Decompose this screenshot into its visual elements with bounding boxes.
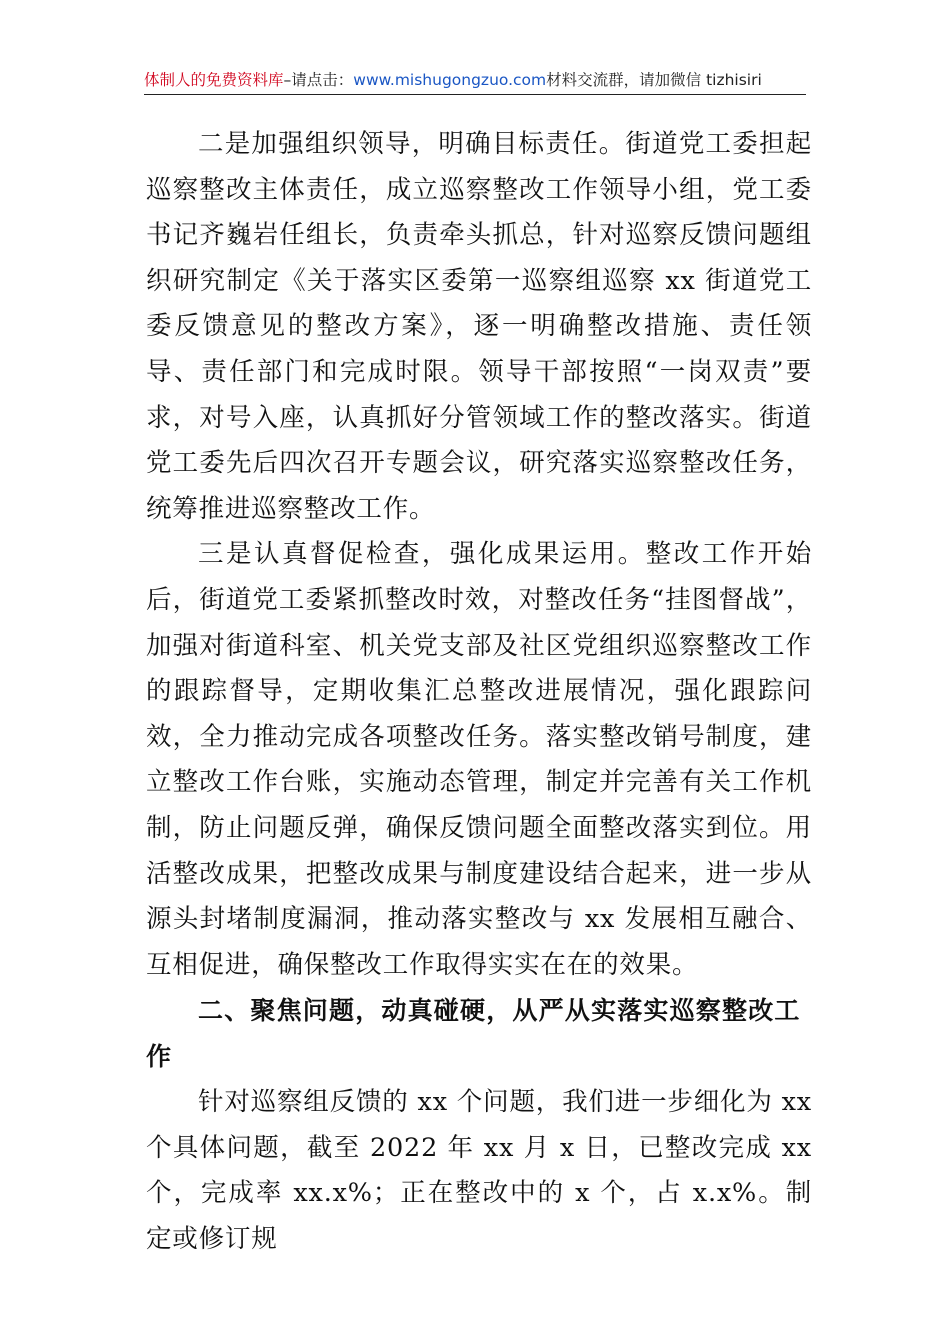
header-prompt: –请点击：	[283, 71, 354, 89]
paragraph-organization-leadership: 二是加强组织领导，明确目标责任。街道党工委担起巡察整改主体责任，成立巡察整改工作领导小组，党工委书记齐巍岩任组长，负责牵头抓总，针对巡察反馈问题组织研究制定《关于落实区委第一巡察组巡察 xx 街道党工委反馈意见的整改方案》，逐一明确整改措施、责任领导、责任部门和完成时限。领导干部按照“一岗双责”要求，对号入座，认真抓好分管领域工作的整改落实。街道党工委先后四次召开专题会议，研究落实巡察整改任务，统筹推进巡察整改工作。	[146, 129, 812, 524]
section-heading: 二、聚焦问题，动真碰硬，从严从实落实巡察整改工作	[146, 996, 801, 1072]
paragraph-supervision-inspection: 三是认真督促检查，强化成果运用。整改工作开始后，街道党工委紧抓整改时效，对整改任务“挂图督战”，加强对街道科室、机关党支部及社区党组织巡察整改工作的跟踪督导，定期收集汇总整改进展情况，强化跟踪问效，全力推动完成各项整改任务。落实整改销号制度，建立整改工作台账，实施动态管理，制定并完善有关工作机制，防止问题反弹，确保反馈问题全面整改落实到位。用活整改成果，把整改成果与制度建设结合起来，进一步从源头封堵制度漏洞，推动落实整改与 xx 发展相互融合、互相促进，确保整改工作取得实实在在的效果。	[146, 539, 812, 980]
header-link[interactable]: www.mishugongzuo.com	[353, 71, 547, 89]
page-header	[144, 66, 806, 95]
header-brand: 体制人的免费资料库	[144, 71, 284, 89]
document-body	[146, 122, 812, 1263]
header-contact-note: 材料交流群，请加微信 tizhisiri	[546, 71, 762, 89]
paragraph-issue-statistics: 针对巡察组反馈的 xx 个问题，我们进一步细化为 xx 个具体问题，截至 2022 年 xx 月 x 日，已整改完成 xx 个，完成率 xx.x%；正在整改中的 x 个，占 x.x%。制定或修订规	[146, 1087, 812, 1255]
